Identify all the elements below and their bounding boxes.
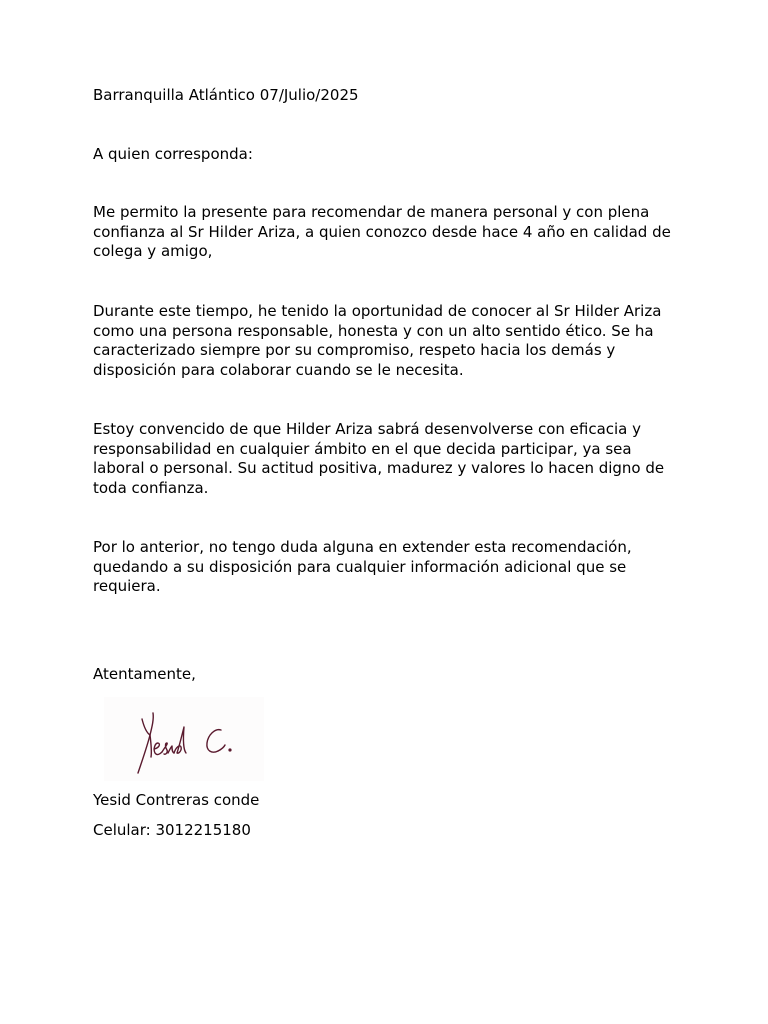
body-paragraph-4: Por lo anterior, no tengo duda alguna en extender esta recomendación, quedando a su disposición para cualquier información adicional que se requiera. [93, 538, 632, 595]
handwritten-signature [104, 697, 264, 781]
signature-drawing [104, 697, 264, 781]
body-paragraph-1: Me permito la presente para recomendar de manera personal y con plena confianza al Sr Hilder Ariza, a quien conozco desde hace 4 año en calidad de colega y amigo, [93, 203, 671, 260]
body-paragraph-2: Durante este tiempo, he tenido la oportunidad de conocer al Sr Hilder Ariza como una persona responsable, honesta y con un alto sentido ético. Se ha caracterizado siempre por su compromiso, respeto hacia los demás y disposición para colaborar cuando se le necesita. [93, 302, 662, 379]
signer-name: Yesid Contreras conde [93, 791, 260, 809]
closing: Atentamente, [93, 665, 196, 683]
body-paragraph-3: Estoy convencido de que Hilder Ariza sabrá desenvolverse con eficacia y responsabilidad en cualquier ámbito en el que decida participar, ya sea laboral o personal. Su actitud positiva, madurez y valores lo hacen digno de toda confianza. [93, 420, 665, 497]
place-date: Barranquilla Atlántico 07/Julio/2025 [93, 86, 359, 104]
salutation: A quien corresponda: [93, 145, 253, 163]
signer-phone: Celular: 3012215180 [93, 821, 251, 839]
